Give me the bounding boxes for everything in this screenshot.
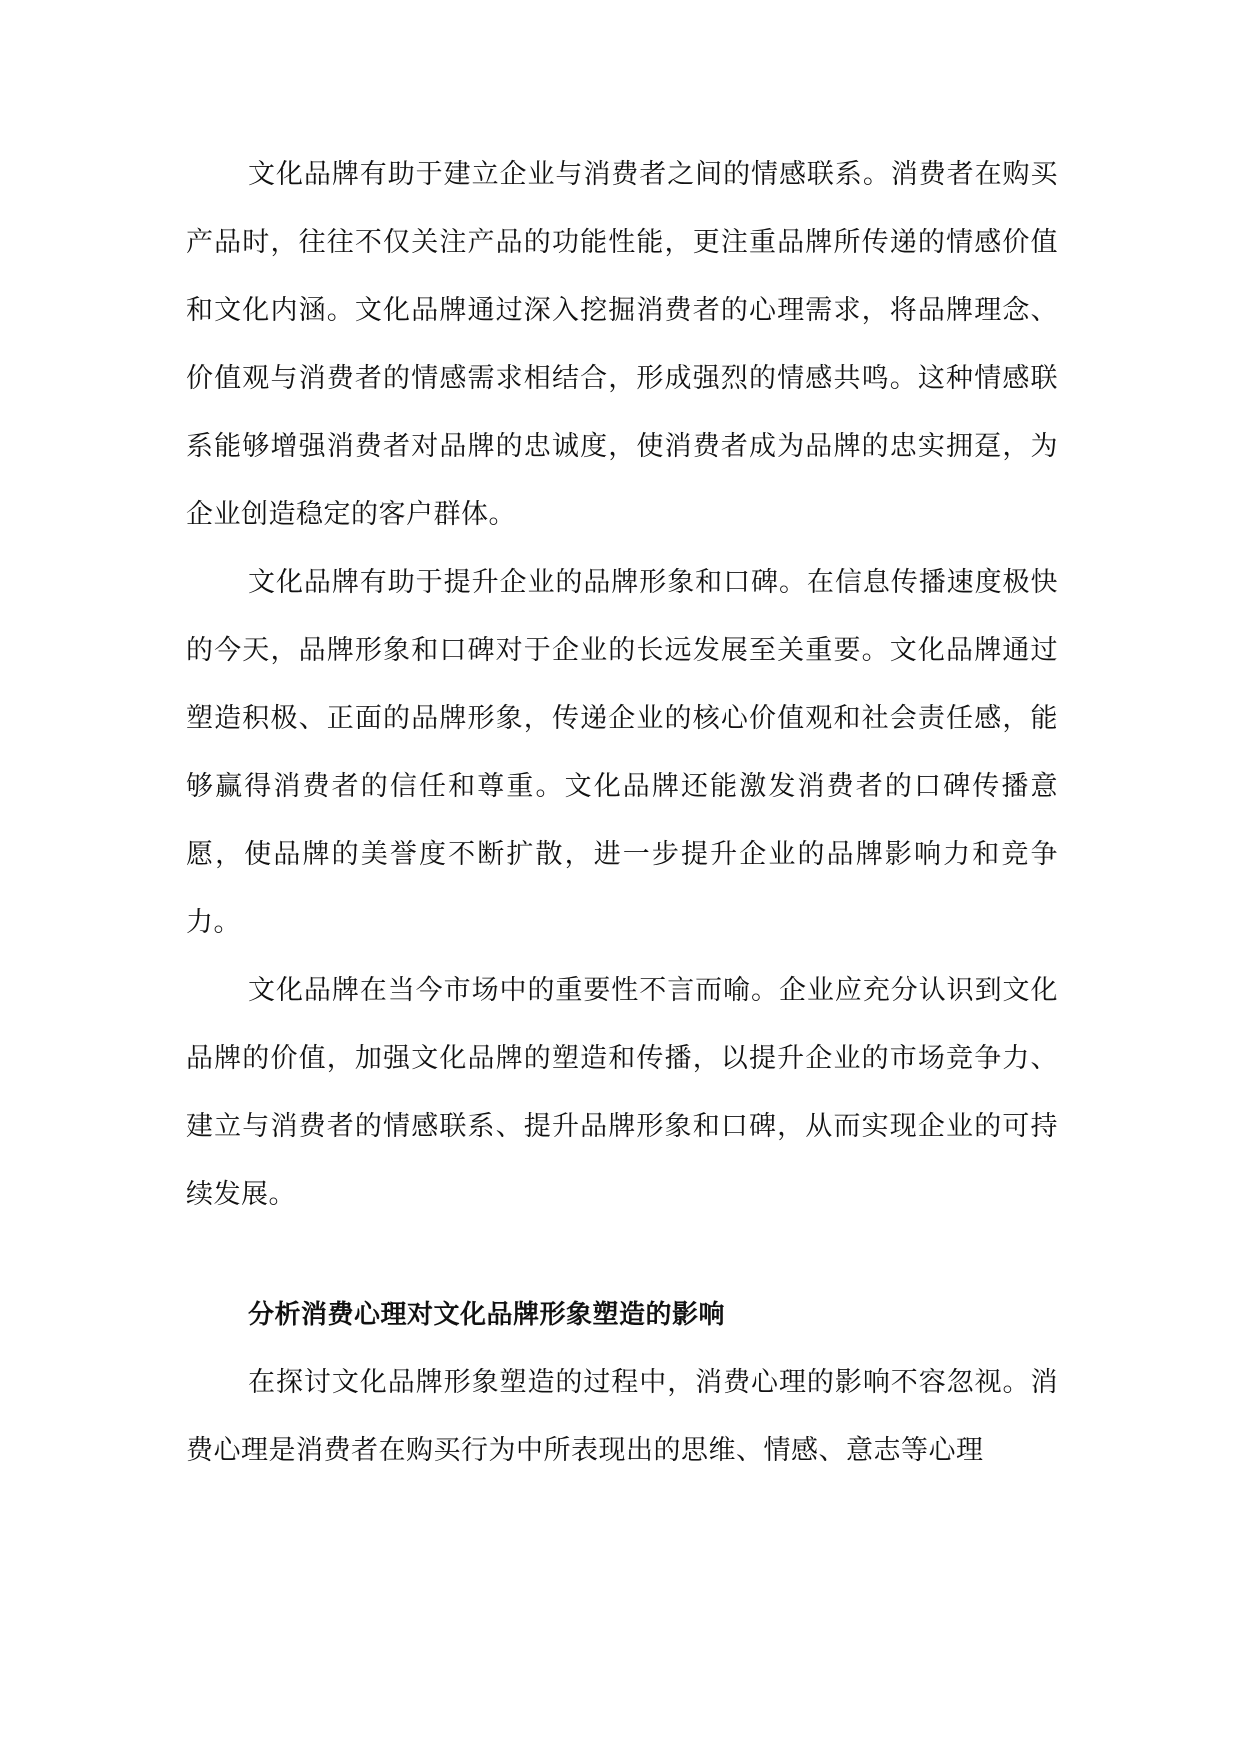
paragraph-emotional-connection: 文化品牌有助于建立企业与消费者之间的情感联系。消费者在购买产品时，往往不仅关注产品的功能性能，更注重品牌所传递的情感价值和文化内涵。文化品牌通过深入挖掘消费者的心理需求，将品牌理念、价值观与消费者的情感需求相结合，形成强烈的情感共鸣。这种情感联系能够增强消费者对品牌的忠诚度，使消费者成为品牌的忠实拥趸，为企业创造稳定的客户群体。 [186,159,1058,530]
document-body [186,141,1058,1485]
paragraph-importance: 文化品牌在当今市场中的重要性不言而喻。企业应充分认识到文化品牌的价值，加强文化品牌的塑造和传播，以提升企业的市场竞争力、建立与消费者的情感联系、提升品牌形象和口碑，从而实现企业的可持续发展。 [186,975,1058,1210]
paragraph-consumer-psychology: 在探讨文化品牌形象塑造的过程中，消费心理的影响不容忽视。消费心理是消费者在购买行为中所表现出的思维、情感、意志等心理 [186,1367,1058,1466]
paragraph-brand-image: 文化品牌有助于提升企业的品牌形象和口碑。在信息传播速度极快的今天，品牌形象和口碑对于企业的长远发展至关重要。文化品牌通过塑造积极、正面的品牌形象，传递企业的核心价值观和社会责任感，能够赢得消费者的信任和尊重。文化品牌还能激发消费者的口碑传播意愿，使品牌的美誉度不断扩散，进一步提升企业的品牌影响力和竞争力。 [186,567,1058,938]
section-heading: 分析消费心理对文化品牌形象塑造的影响 [248,1300,726,1330]
